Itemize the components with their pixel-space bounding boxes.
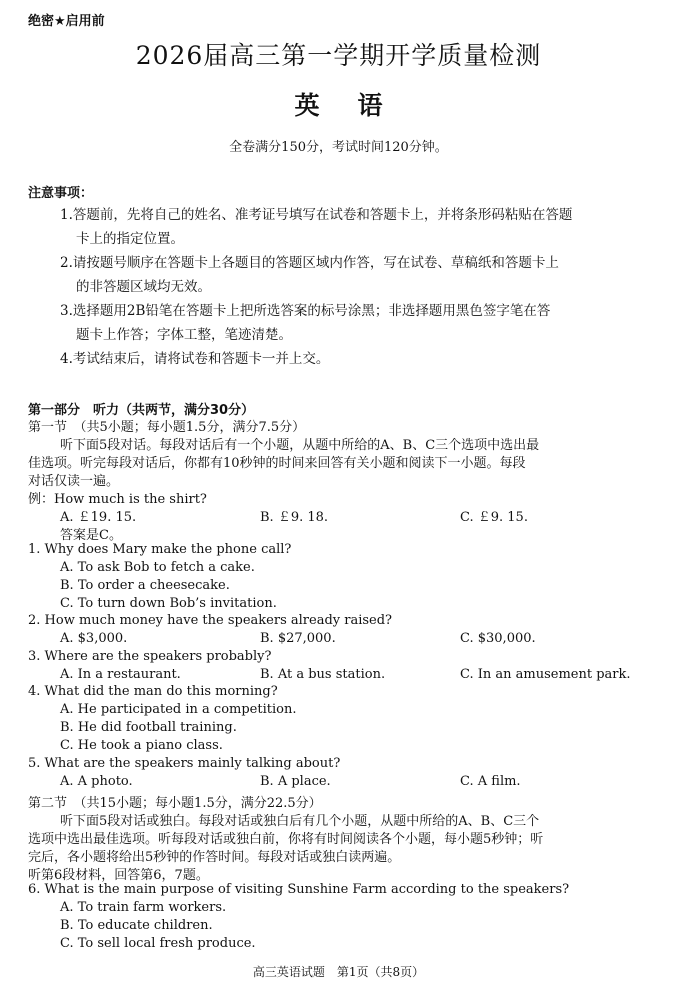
part1-heading: 第一部分 听力（共两节，满分30分） [28, 403, 255, 418]
q3-option-b: B. At a bus station. [260, 667, 386, 682]
page-footer: 高三英语试题 第1页（共8页） [252, 965, 425, 979]
confidential-label: 绝密★启用前 [28, 14, 105, 29]
notice-item-2-cont: 的非答题区域均无效。 [76, 279, 211, 295]
q1-option-c: C. To turn down Bob’s invitation. [60, 596, 277, 611]
notice-item-4: 4.考试结束后，请将试卷和答题卡一并上交。 [60, 351, 330, 367]
section2-heading: 第二节 （共15小题；每小题1.5分，满分22.5分） [28, 796, 322, 811]
question-6: 6. What is the main purpose of visiting Sunshine Farm according to the speakers? [28, 882, 570, 897]
question-1: 1. Why does Mary make the phone call? [28, 542, 292, 557]
q4-option-b: B. He did football training. [60, 720, 237, 735]
q6-option-a: A. To train farm workers. [60, 900, 227, 915]
exam-title: 2026届高三第一学期开学质量检测 [135, 41, 542, 70]
section1-instr-line3: 对话仅读一遍。 [28, 474, 120, 489]
q5-option-c: C. A film. [460, 774, 521, 789]
material-6-note: 听第6段材料，回答第6，7题。 [28, 868, 209, 883]
notice-heading: 注意事项： [28, 186, 94, 201]
section2-instr-line3: 完后，各小题将给出5秒钟的作答时间。每段对话或独白读两遍。 [28, 850, 401, 865]
exam-meta: 全卷满分150分，考试时间120分钟。 [229, 140, 448, 155]
notice-item-2: 2.请按题号顺序在答题卡上各题目的答题区域内作答，写在试卷、草稿纸和答题卡上 [60, 255, 559, 271]
example-question: 例：How much is the shirt? [28, 492, 207, 507]
section2-instr-line1: 听下面5段对话或独白。每段对话或独白后有几个小题，从题中所给的A、B、C三个 [60, 814, 540, 829]
q2-option-b: B. $27,000. [260, 631, 336, 646]
q6-option-b: B. To educate children. [60, 918, 213, 933]
q5-option-a: A. A photo. [60, 774, 133, 789]
q3-option-a: A. In a restaurant. [60, 667, 181, 682]
q2-option-c: C. $30,000. [460, 631, 536, 646]
example-option-a: A. ￡19. 15. [60, 510, 137, 525]
example-option-c: C. ￡9. 15. [460, 510, 528, 525]
section1-instr-line2: 佳选项。听完每段对话后，你都有10秒钟的时间来回答有关小题和阅读下一小题。每段 [28, 456, 526, 471]
section1-heading: 第一节 （共5小题；每小题1.5分，满分7.5分） [28, 420, 306, 435]
question-2: 2. How much money have the speakers already raised? [28, 613, 393, 628]
notice-item-1-cont: 卡上的指定位置。 [76, 231, 184, 247]
q1-option-a: A. To ask Bob to fetch a cake. [60, 560, 255, 575]
question-4: 4. What did the man do this morning? [28, 684, 278, 699]
q2-option-a: A. $3,000. [60, 631, 128, 646]
section1-instr-line1: 听下面5段对话。每段对话后有一个小题，从题中所给的A、B、C三个选项中选出最 [60, 438, 540, 453]
notice-item-1: 1.答题前，先将自己的姓名、准考证号填写在试卷和答题卡上，并将条形码粘贴在答题 [60, 207, 573, 223]
q6-option-c: C. To sell local fresh produce. [60, 936, 256, 951]
q5-option-b: B. A place. [260, 774, 331, 789]
q3-option-c: C. In an amusement park. [460, 667, 631, 682]
example-answer: 答案是C。 [60, 528, 122, 543]
question-3: 3. Where are the speakers probably? [28, 649, 272, 664]
notice-item-3-cont: 题卡上作答；字体工整，笔迹清楚。 [76, 327, 292, 343]
notice-item-3: 3.选择题用2B铅笔在答题卡上把所选答案的标号涂黑；非选择题用黑色签字笔在答 [60, 303, 551, 319]
q4-option-c: C. He took a piano class. [60, 738, 223, 753]
subject-title: 英语 [294, 91, 421, 120]
question-5: 5. What are the speakers mainly talking about? [28, 756, 341, 771]
example-option-b: B. ￡9. 18. [260, 510, 329, 525]
section2-instr-line2: 选项中选出最佳选项。听每段对话或独白前，你将有时间阅读各个小题，每小题5秒钟；听 [28, 832, 544, 847]
q4-option-a: A. He participated in a competition. [60, 702, 297, 717]
q1-option-b: B. To order a cheesecake. [60, 578, 230, 593]
